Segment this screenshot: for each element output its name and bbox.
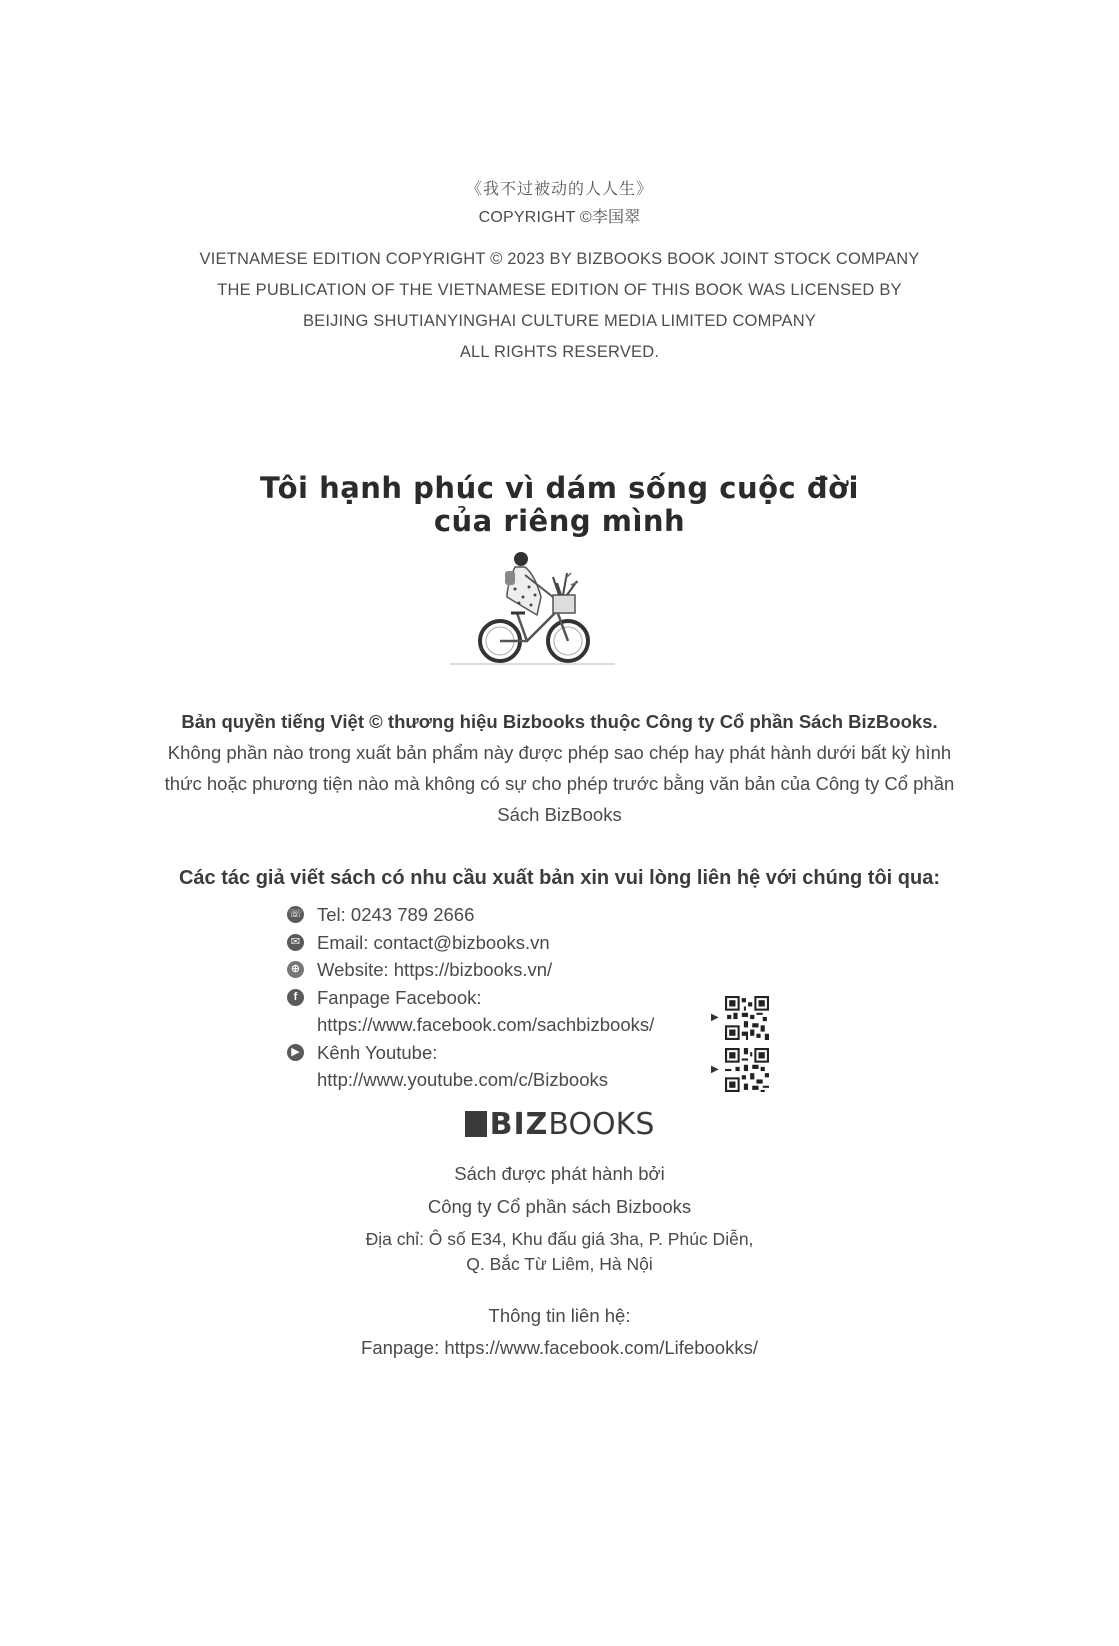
contact-list	[285, 901, 725, 1094]
youtube-qr-code-icon	[725, 1048, 769, 1092]
logo-light-text: BOOKS	[548, 1107, 655, 1142]
book-title-line-1: Tôi hạnh phúc vì dám sống cuộc đời	[260, 471, 859, 505]
tel-text: Tel: 0243 789 2666	[317, 904, 475, 925]
bizbooks-logo	[0, 1107, 1119, 1142]
rights-text: Không phần nào trong xuất bản phẩm này được phép sao chép hay phát hành dưới bất kỳ hình thức hoặc phương tiện nào mà không có sự cho phép trước bằng văn bản của Công ty Cổ phần Sách BizBooks	[164, 742, 955, 825]
qr-arrow-youtube: ▶	[711, 1064, 719, 1075]
contact-facebook	[285, 984, 725, 1012]
edition-line-4: ALL RIGHTS RESERVED.	[459, 343, 660, 361]
contact-info-label: Thông tin liên hệ:	[488, 1305, 631, 1326]
phone-icon: ☏	[287, 906, 304, 923]
qr-arrow-facebook: ▶	[711, 1012, 719, 1023]
contact-email	[285, 929, 725, 957]
youtube-icon: ▶	[287, 1044, 304, 1061]
woman-on-bicycle-illustration	[445, 545, 620, 670]
facebook-qr-code-icon	[725, 996, 769, 1040]
contact-tel	[285, 901, 725, 929]
rights-bold-line: Bản quyền tiếng Việt © thương hiệu Bizbooks thuộc Công ty Cổ phần Sách BizBooks.	[181, 711, 938, 732]
website-text[interactable]: Website: https://bizbooks.vn/	[317, 959, 553, 980]
facebook-icon: f	[287, 989, 304, 1006]
original-chinese-title: 《我不过被动的人人生》	[465, 179, 653, 198]
facebook-label: Fanpage Facebook:	[317, 986, 482, 1008]
original-copyright: COPYRIGHT ©李国翠	[478, 209, 641, 226]
bizbooks-logo-icon	[465, 1111, 487, 1137]
contact-heading: Các tác giả viết sách có nhu cầu xuất bản xin vui lòng liên hệ với chúng tôi qua:	[178, 867, 941, 889]
address-line-2: Q. Bắc Từ Liêm, Hà Nội	[466, 1254, 653, 1274]
distributed-by: Sách được phát hành bởi	[454, 1163, 665, 1184]
facebook-url[interactable]: https://www.facebook.com/sachbizbooks/	[317, 1014, 655, 1035]
youtube-label: Kênh Youtube:	[317, 1041, 438, 1063]
publisher-company: Công ty Cổ phần sách Bizbooks	[427, 1196, 692, 1217]
edition-line-3: BEIJING SHUTIANYINGHAI CULTURE MEDIA LIMITED COMPANY	[302, 312, 817, 330]
contact-facebook-url-row	[285, 1011, 725, 1039]
email-text[interactable]: Email: contact@bizbooks.vn	[317, 931, 550, 953]
globe-icon: ⊕	[287, 961, 304, 978]
publisher-fanpage[interactable]: Fanpage: https://www.facebook.com/Lifebookks/	[361, 1337, 758, 1358]
contact-website	[285, 956, 725, 984]
youtube-url[interactable]: http://www.youtube.com/c/Bizbooks	[317, 1069, 608, 1090]
contact-youtube	[285, 1039, 725, 1067]
edition-line-2: THE PUBLICATION OF THE VIETNAMESE EDITION OF THIS BOOK WAS LICENSED BY	[217, 281, 902, 299]
address-line-1: Địa chỉ: Ô số E34, Khu đấu giá 3ha, P. Phúc Diễn,	[365, 1229, 754, 1249]
contact-youtube-url-row	[285, 1066, 725, 1094]
email-icon: ✉	[287, 934, 304, 951]
book-title-line-2: của riêng mình	[433, 504, 686, 538]
rights-notice	[150, 706, 969, 830]
edition-line-1: VIETNAMESE EDITION COPYRIGHT © 2023 BY BIZBOOKS BOOK JOINT STOCK COMPANY	[199, 250, 920, 268]
logo-bold-text: BIZ	[489, 1107, 549, 1142]
